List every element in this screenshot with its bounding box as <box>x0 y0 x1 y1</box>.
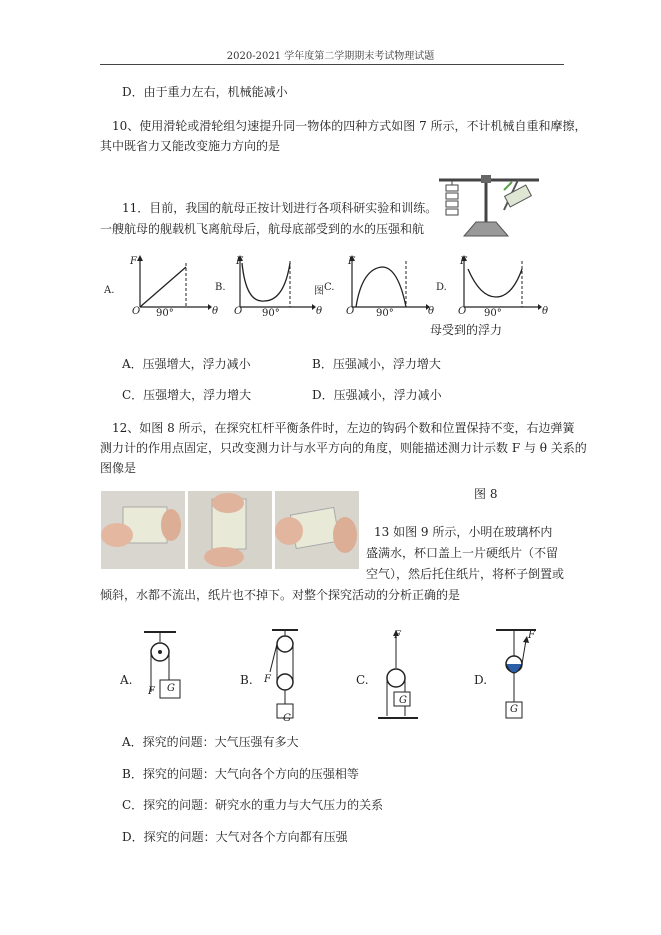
q9-option-d: D．由于重力左右，机械能减小 <box>122 85 288 99</box>
graph-b-axis-y: F <box>236 256 243 267</box>
pulley-label-c: C. <box>356 673 369 687</box>
pulley-d-weight: G <box>510 704 518 715</box>
pulley-b-weight: G <box>283 713 291 724</box>
photo-cup-inverted <box>188 491 272 569</box>
pulley-diagram-a <box>140 628 196 720</box>
graph-d-axis-y: F <box>460 256 467 267</box>
pulley-d-force: F <box>528 630 535 641</box>
graph-c-axis-x: θ <box>428 306 435 317</box>
graph-c-axis-y: F <box>348 256 355 267</box>
graph-label-c: C. <box>324 282 335 293</box>
graph-c-origin: O <box>346 306 355 317</box>
photo-cup-upright <box>101 491 185 569</box>
q11-continuation: 母受到的浮力 <box>430 323 503 337</box>
pulley-a-weight: G <box>167 683 175 694</box>
q10-line-1: 10、使用滑轮或滑轮组匀速提升同一物体的四种方式如图 7 所示，不计机械自重和摩擦， <box>112 119 587 133</box>
q11-option-a: A．压强增大，浮力减小 <box>122 357 251 371</box>
q13-option-c: C．探究的问题：研究水的重力与大气压力的关系 <box>122 798 384 812</box>
q11-option-b: B．压强减小，浮力增大 <box>312 357 441 371</box>
graph-b-mark: 90° <box>262 308 280 319</box>
header-rule <box>100 64 564 65</box>
q13-option-a: A．探究的问题：大气压强有多大 <box>122 735 299 749</box>
q13-line-2: 盛满水，杯口盖上一片硬纸片（不留 <box>366 546 559 560</box>
pulley-label-a: A. <box>120 673 133 687</box>
q13-option-b: B．探究的问题：大气向各个方向的压强相等 <box>122 767 359 781</box>
q13-option-d: D．探究的问题：大气对各个方向都有压强 <box>122 830 348 844</box>
graph-b-axis-x: θ <box>316 306 323 317</box>
q13-line-1: 13 如图 9 所示，小明在玻璃杯内 <box>374 525 553 539</box>
graph-a-origin: O <box>132 306 141 317</box>
q12-line-3: 图像是 <box>100 461 137 475</box>
graph-a-mark: 90° <box>156 308 174 319</box>
graph-d-origin: O <box>458 306 467 317</box>
q12-line-1: 12、如图 8 所示，在探究杠杆平衡条件时，左边的钩码个数和位置保持不变，右边弹簧 <box>112 421 575 435</box>
graph-d-mark: 90° <box>484 308 502 319</box>
q11-line-1: 11．目前，我国的航母正按计划进行各项科研实验和训练。 <box>122 201 438 215</box>
pulley-diagram-c <box>376 628 420 722</box>
graph-label-d: D. <box>436 282 447 293</box>
graph-c-prefix: 图 <box>314 286 324 297</box>
graph-label-b: B. <box>215 282 226 293</box>
q11-option-c: C．压强增大，浮力增大 <box>122 388 252 402</box>
pulley-label-b: B. <box>240 673 253 687</box>
page-header-title: 2020-2021 学年度第二学期期末考试物理试题 <box>226 51 435 62</box>
q13-line-3: 空气），然后托住纸片，将杯子倒置或 <box>366 567 565 581</box>
pulley-a-force: F <box>148 686 155 697</box>
q10-line-2: 其中既省力又能改变施力方向的是 <box>100 139 281 153</box>
lever-balance-illustration <box>434 166 544 238</box>
pulley-c-weight: G <box>399 695 407 706</box>
pulley-label-d: D. <box>474 673 488 687</box>
graph-a-axis-y: F <box>130 256 137 267</box>
pulley-b-force: F <box>264 674 271 685</box>
q12-line-2: 测力计的作用点固定，只改变测力计与水平方向的角度，则能描述测力计示数 F 与 θ 关系的 <box>100 441 587 455</box>
photo-cup-tilted <box>275 491 359 569</box>
pulley-c-force: F <box>394 630 401 641</box>
graph-label-a: A. <box>104 285 115 296</box>
graph-b-origin: O <box>234 306 243 317</box>
graph-a-axis-x: θ <box>212 306 219 317</box>
graph-d-axis-x: θ <box>542 306 549 317</box>
q11-option-d: D．压强减小，浮力减小 <box>312 388 442 402</box>
graph-c-mark: 90° <box>376 308 394 319</box>
figure-8-label: 图 8 <box>474 487 498 501</box>
q13-line-4: 倾斜，水都不流出，纸片也不掉下。对整个探究活动的分析正确的是 <box>100 588 461 602</box>
q11-line-2: 一艘航母的舰载机飞离航母后，航母底部受到的水的压强和航 <box>100 222 425 236</box>
